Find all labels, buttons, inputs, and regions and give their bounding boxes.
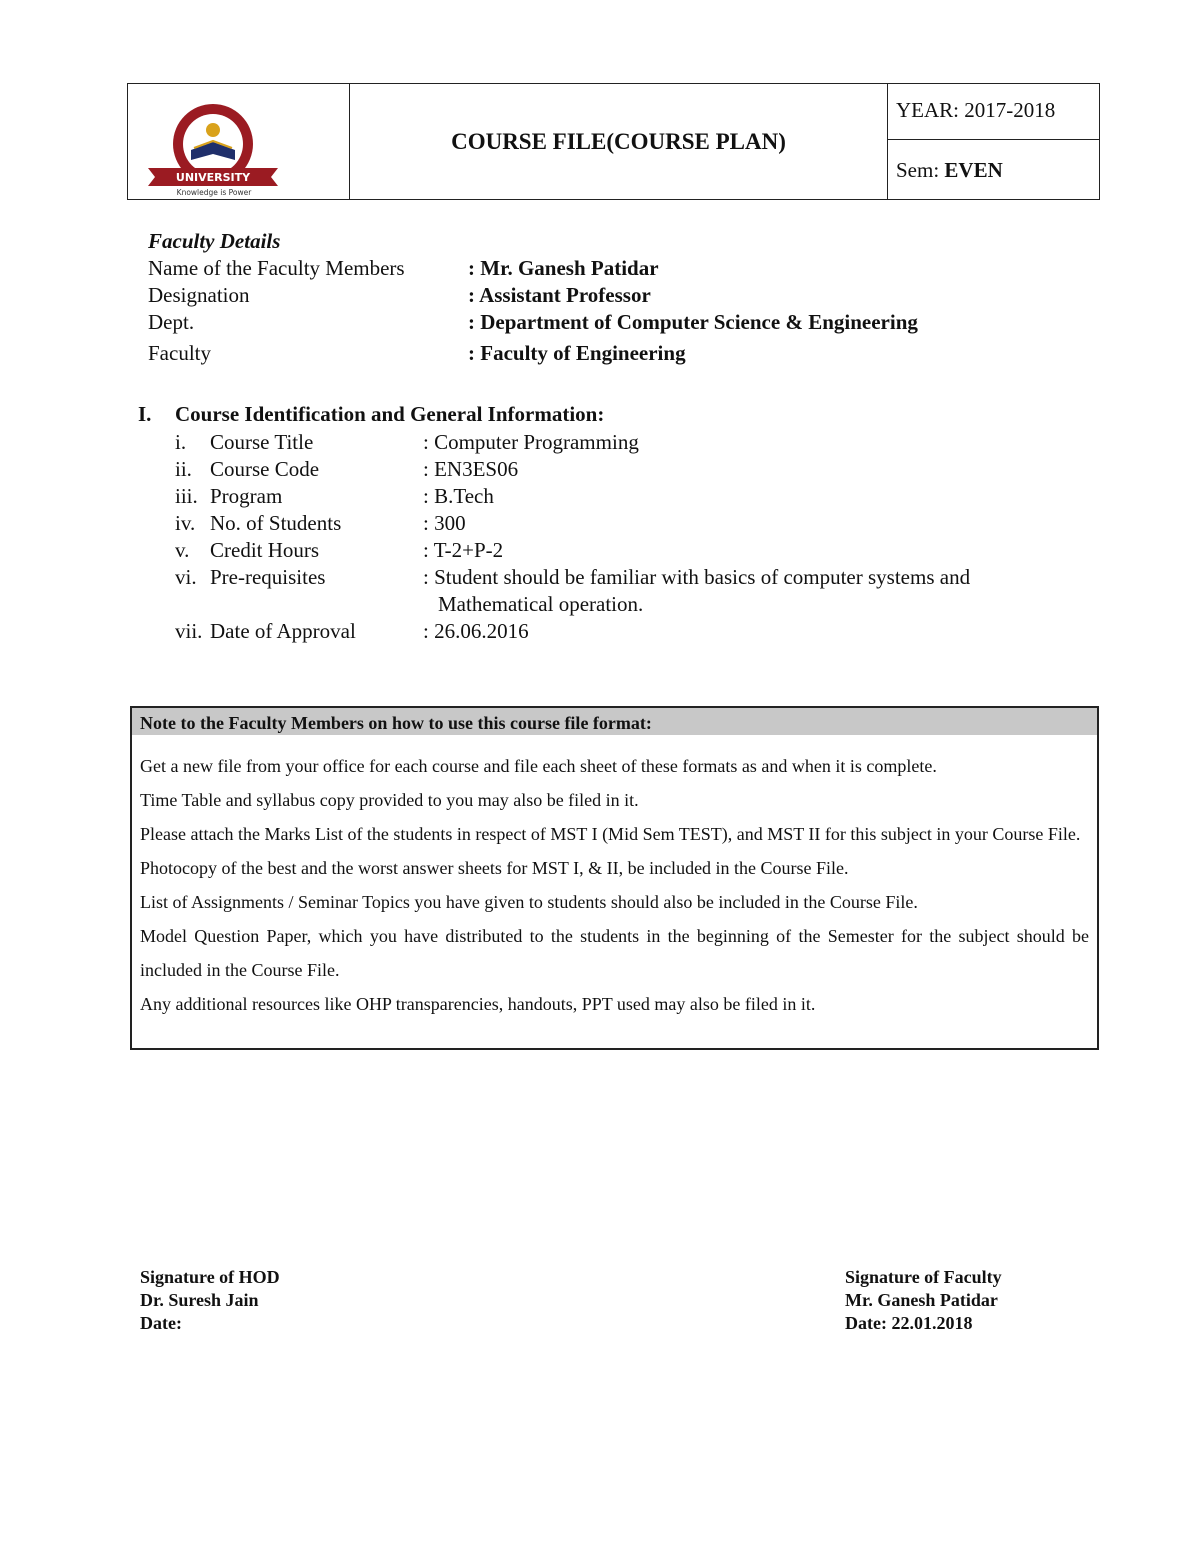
faculty-name: Mr. Ganesh Patidar <box>845 1290 998 1310</box>
item-number: iii. <box>175 484 198 508</box>
faculty-label: Dept. <box>148 310 195 334</box>
note-box <box>130 706 1099 1050</box>
item-value: : EN3ES06 <box>423 457 519 481</box>
item-number: ii. <box>175 457 192 481</box>
item-label: Course Title <box>210 430 314 454</box>
faculty-value: : Assistant Professor <box>468 283 651 307</box>
item-number: vi. <box>175 565 197 589</box>
item-value: : T-2+P-2 <box>423 538 504 562</box>
course-item <box>138 430 639 457</box>
logo-tagline: Knowledge is Power <box>176 188 252 197</box>
faculty-value: : Mr. Ganesh Patidar <box>468 256 659 280</box>
item-value: : Computer Programming <box>423 430 639 454</box>
item-label: Credit Hours <box>210 538 320 562</box>
semester-value: EVEN <box>944 158 1003 182</box>
section-title-text: Course Identification and General Information: <box>175 402 605 426</box>
semester-cell <box>888 140 1099 199</box>
item-value: : 26.06.2016 <box>423 619 529 643</box>
note-line: Model Question Paper, which you have distributed to the students in the beginning of the Semester for the subject should be included in the Course File. <box>140 926 1089 980</box>
course-item <box>138 484 604 511</box>
note-heading: Note to the Faculty Members on how to use this course file format: <box>132 708 1097 735</box>
logo-banner-text: UNIVERSITY <box>175 171 251 184</box>
faculty-row <box>148 310 918 341</box>
faculty-row <box>148 256 659 283</box>
item-label: Pre-requisites <box>210 565 326 589</box>
item-number: v. <box>175 538 190 562</box>
item-label: Date of Approval <box>210 619 356 643</box>
header-table <box>127 83 1100 200</box>
course-item <box>138 619 604 646</box>
faculty-details <box>148 229 918 368</box>
section-number: I. <box>138 402 152 426</box>
faculty-signature-title: Signature of Faculty <box>845 1267 1002 1287</box>
hod-signature-block <box>140 1266 280 1335</box>
item-value: : Student should be familiar with basics of computer systems and <box>423 565 971 589</box>
course-identification <box>138 402 971 646</box>
note-line: Get a new file from your office for each course and file each sheet of these formats as and when it is complete. <box>140 756 937 776</box>
item-value-continued: Mathematical operation. <box>438 592 644 616</box>
faculty-row <box>148 283 651 310</box>
note-line: List of Assignments / Seminar Topics you have given to students should also be included in the Course File. <box>140 892 918 912</box>
note-body <box>132 735 1097 1021</box>
faculty-value: : Faculty of Engineering <box>468 341 686 365</box>
course-item <box>138 565 971 619</box>
document-title: COURSE FILE(COURSE PLAN) <box>350 84 888 199</box>
faculty-label: Faculty <box>148 341 211 365</box>
faculty-signature-block <box>845 1266 1002 1335</box>
faculty-label: Name of the Faculty Members <box>148 256 405 280</box>
item-number: iv. <box>175 511 196 535</box>
hod-date: Date: <box>140 1313 182 1333</box>
faculty-date: Date: 22.01.2018 <box>845 1313 973 1333</box>
logo-cell <box>128 84 350 199</box>
item-value: : B.Tech <box>423 484 494 508</box>
course-item <box>138 538 604 565</box>
note-line: Please attach the Marks List of the students in respect of MST I (Mid Sem TEST), and MST II for this subject in your Course File. <box>140 824 1081 844</box>
item-value: : 300 <box>423 511 466 535</box>
year-label: YEAR: 2017-2018 <box>888 84 1099 140</box>
semester-label: Sem: <box>896 158 945 182</box>
course-item <box>138 457 604 484</box>
course-item <box>138 511 604 538</box>
item-label: Course Code <box>210 457 320 481</box>
item-number: vii. <box>175 619 203 643</box>
note-line: Time Table and syllabus copy provided to you may also be filed in it. <box>140 790 639 810</box>
faculty-details-heading: Faculty Details <box>148 229 281 253</box>
note-line: Photocopy of the best and the worst answer sheets for MST I, & II, be included in the Course File. <box>140 858 849 878</box>
item-label: No. of Students <box>210 511 342 535</box>
item-label: Program <box>210 484 283 508</box>
faculty-row <box>148 341 686 368</box>
item-number: i. <box>175 430 187 454</box>
logo-arc-text: MEDI-CA <box>145 84 208 140</box>
course-section-title <box>138 402 604 430</box>
faculty-value: : Department of Computer Science & Engineering <box>468 310 918 334</box>
note-line: Any additional resources like OHP transparencies, handouts, PPT used may also be filed in it. <box>140 994 816 1014</box>
hod-signature-title: Signature of HOD <box>140 1267 280 1287</box>
hod-name: Dr. Suresh Jain <box>140 1290 259 1310</box>
faculty-label: Designation <box>148 283 250 307</box>
university-logo <box>128 84 350 199</box>
